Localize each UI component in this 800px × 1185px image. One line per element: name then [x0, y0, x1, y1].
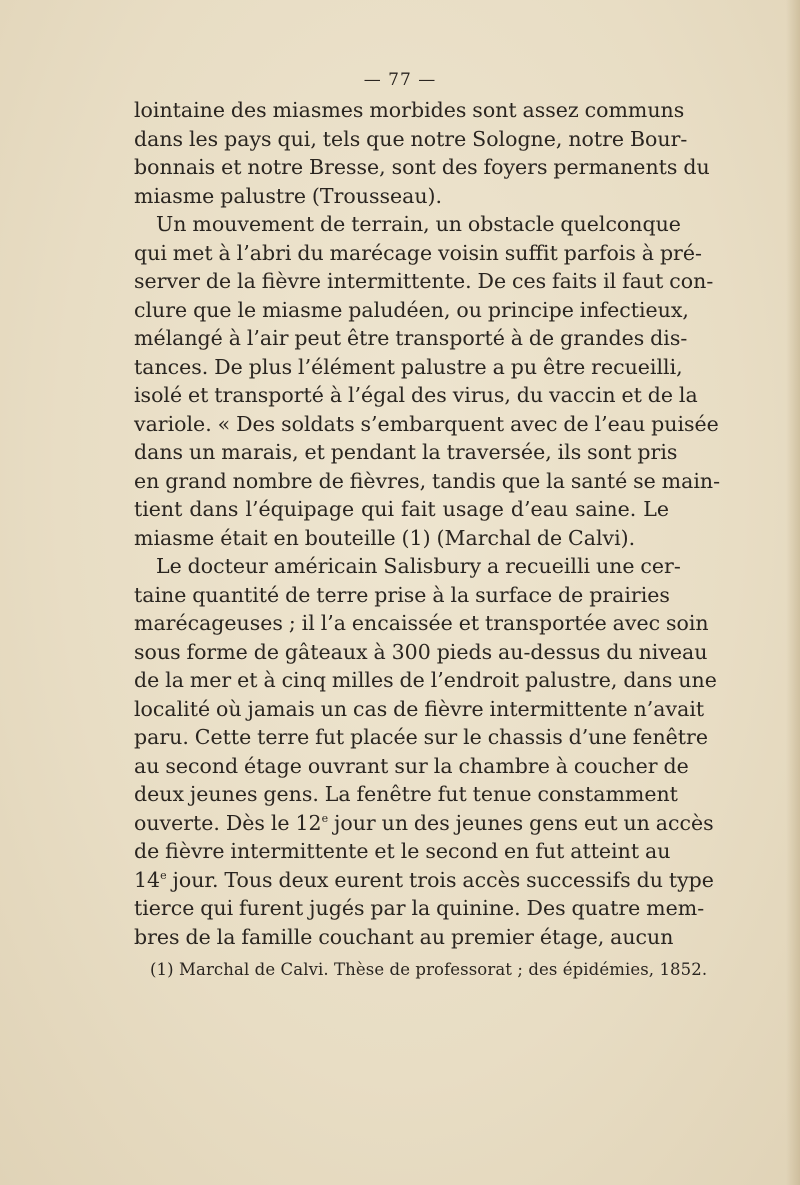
text-line: sous forme de gâteaux à 300 pieds au-dessus du niveau	[134, 639, 708, 664]
text-segment: jour un des jeunes gens eut un accès	[328, 810, 714, 835]
text-line: taine quantité de terre prise à la surface de prairies	[134, 582, 670, 607]
text-line: bres de la famille couchant au premier étage, aucun	[134, 924, 674, 949]
text-line	[134, 866, 714, 895]
text-line: de la mer et à cinq milles de l’endroit palustre, dans une	[134, 668, 717, 692]
text-line: isolé et transporté à l’égal des virus, du vaccin et de la	[134, 383, 698, 407]
ordinal-superscript: e	[160, 868, 167, 882]
text-line: deux jeunes gens. La fenêtre fut tenue constamment	[134, 782, 678, 806]
text-line: clure que le miasme paludéen, ou principe infectieux,	[134, 297, 689, 322]
text-line: Le docteur américain Salisbury a recueilli une cer-	[156, 554, 681, 578]
text-line: miasme palustre (Trousseau).	[134, 183, 443, 208]
text-segment: ouverte. Dès le 12	[134, 810, 322, 835]
text-line: server de la fièvre intermittente. De ces faits il faut con-	[134, 269, 714, 293]
text-line: en grand nombre de fièvres, tandis que la santé se main-	[134, 468, 721, 493]
text-segment: 14	[134, 867, 161, 892]
text-line: dans les pays qui, tels que notre Sologne, notre Bour-	[134, 126, 688, 151]
page-edge-shadow	[786, 0, 800, 1185]
text-line: au second étage ouvrant sur la chambre à coucher de	[134, 753, 689, 778]
text-segment: jour. Tous deux eurent trois accès successifs du type	[166, 867, 714, 892]
text-line: Un mouvement de terrain, un obstacle quelconque	[156, 212, 681, 236]
text-line: paru. Cette terre fut placée sur le chassis d’une fenêtre	[134, 725, 708, 749]
text-line: miasme était en bouteille (1) (Marchal de Calvi).	[134, 525, 636, 550]
text-line: marécageuses ; il l’a encaissée et transportée avec soin	[134, 611, 709, 635]
text-line: de fièvre intermittente et le second en fut atteint au	[134, 839, 671, 863]
text-line	[134, 809, 714, 838]
text-line: lointaine des miasmes morbides sont assez communs	[134, 98, 685, 122]
text-line: localité où jamais un cas de fièvre intermittente n’avait	[134, 696, 705, 721]
text-line: variole. « Des soldats s’embarquent avec de l’eau puisée	[134, 411, 719, 436]
text-line: tierce qui furent jugés par la quinine. Des quatre mem-	[134, 896, 705, 920]
text-line: mélangé à l’air peut être transporté à de grandes dis-	[134, 326, 688, 350]
text-line: tances. De plus l’élément palustre a pu être recueilli,	[134, 354, 683, 379]
text-line: qui met à l’abri du marécage voisin suffit parfois à pré-	[134, 240, 702, 265]
footnote: (1) Marchal de Calvi. Thèse de professorat ; des épidémies, 1852.	[150, 960, 708, 979]
body-text	[134, 96, 721, 951]
text-line: dans un marais, et pendant la traversée, ils sont pris	[134, 440, 678, 464]
ordinal-superscript: e	[321, 811, 329, 825]
page-number: — 77 —	[363, 70, 437, 90]
text-line: bonnais et notre Bresse, sont des foyers permanents du	[134, 155, 710, 179]
text-line: tient dans l’équipage qui fait usage d’eau saine. Le	[134, 497, 669, 521]
